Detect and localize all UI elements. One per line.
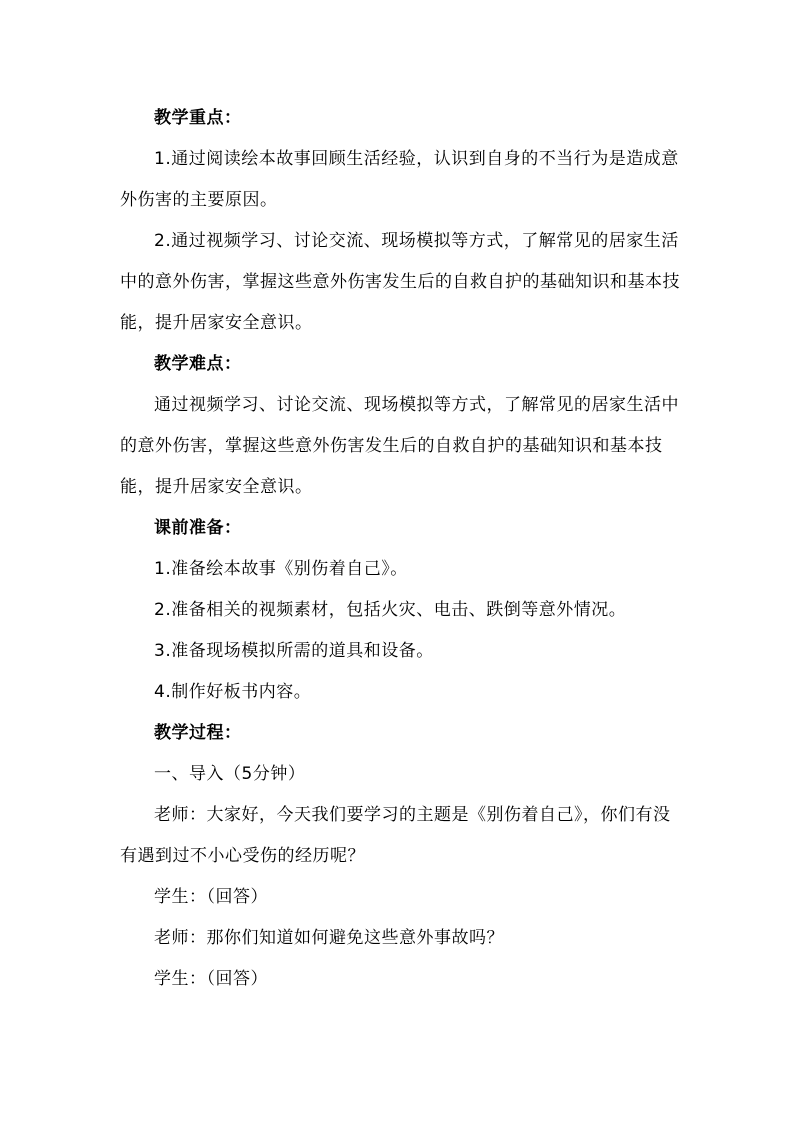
preparation-item-3: 3.准备现场模拟所需的道具和设备。	[154, 641, 434, 661]
focus-item-2: 2.通过视频学习、讨论交流、现场模拟等方式，了解常见的居家生活中的意外伤害，掌握这些意外伤害发生后的自救自护的基础知识和基本技能，提升居家安全意识。	[120, 231, 680, 333]
focus-item-1: 1.通过阅读绘本故事回顾生活经验，认识到自身的不当行为是造成意外伤害的主要原因。	[120, 149, 679, 210]
section-intro-title: 一、导入（5分钟）	[154, 764, 306, 784]
dialogue-teacher-1: 老师：大家好，今天我们要学习的主题是《别伤着自己》，你们有没有遇到过不小心受伤的经历呢？	[120, 805, 671, 866]
difficulty-text: 通过视频学习、讨论交流、现场模拟等方式，了解常见的居家生活中的意外伤害，掌握这些意外伤害发生后的自救自护的基础知识和基本技能，提升居家安全意识。	[120, 395, 679, 497]
dialogue-student-1: 学生：（回答）	[154, 887, 268, 907]
preparation-item-1: 1.准备绘本故事《别伤着自己》。	[154, 559, 408, 579]
heading-teaching-difficulty: 教学难点：	[154, 354, 242, 374]
dialogue-teacher-2: 老师：那你们知道如何避免这些意外事故吗？	[154, 928, 504, 948]
heading-teaching-focus: 教学重点：	[154, 108, 242, 128]
heading-preparation: 课前准备：	[154, 518, 242, 538]
preparation-item-4: 4.制作好板书内容。	[154, 682, 312, 702]
preparation-item-2: 2.准备相关的视频素材，包括火灾、电击、跌倒等意外情况。	[154, 600, 627, 620]
document-body	[120, 98, 680, 1000]
heading-teaching-process: 教学过程：	[154, 723, 242, 743]
dialogue-student-2: 学生：（回答）	[154, 969, 268, 989]
